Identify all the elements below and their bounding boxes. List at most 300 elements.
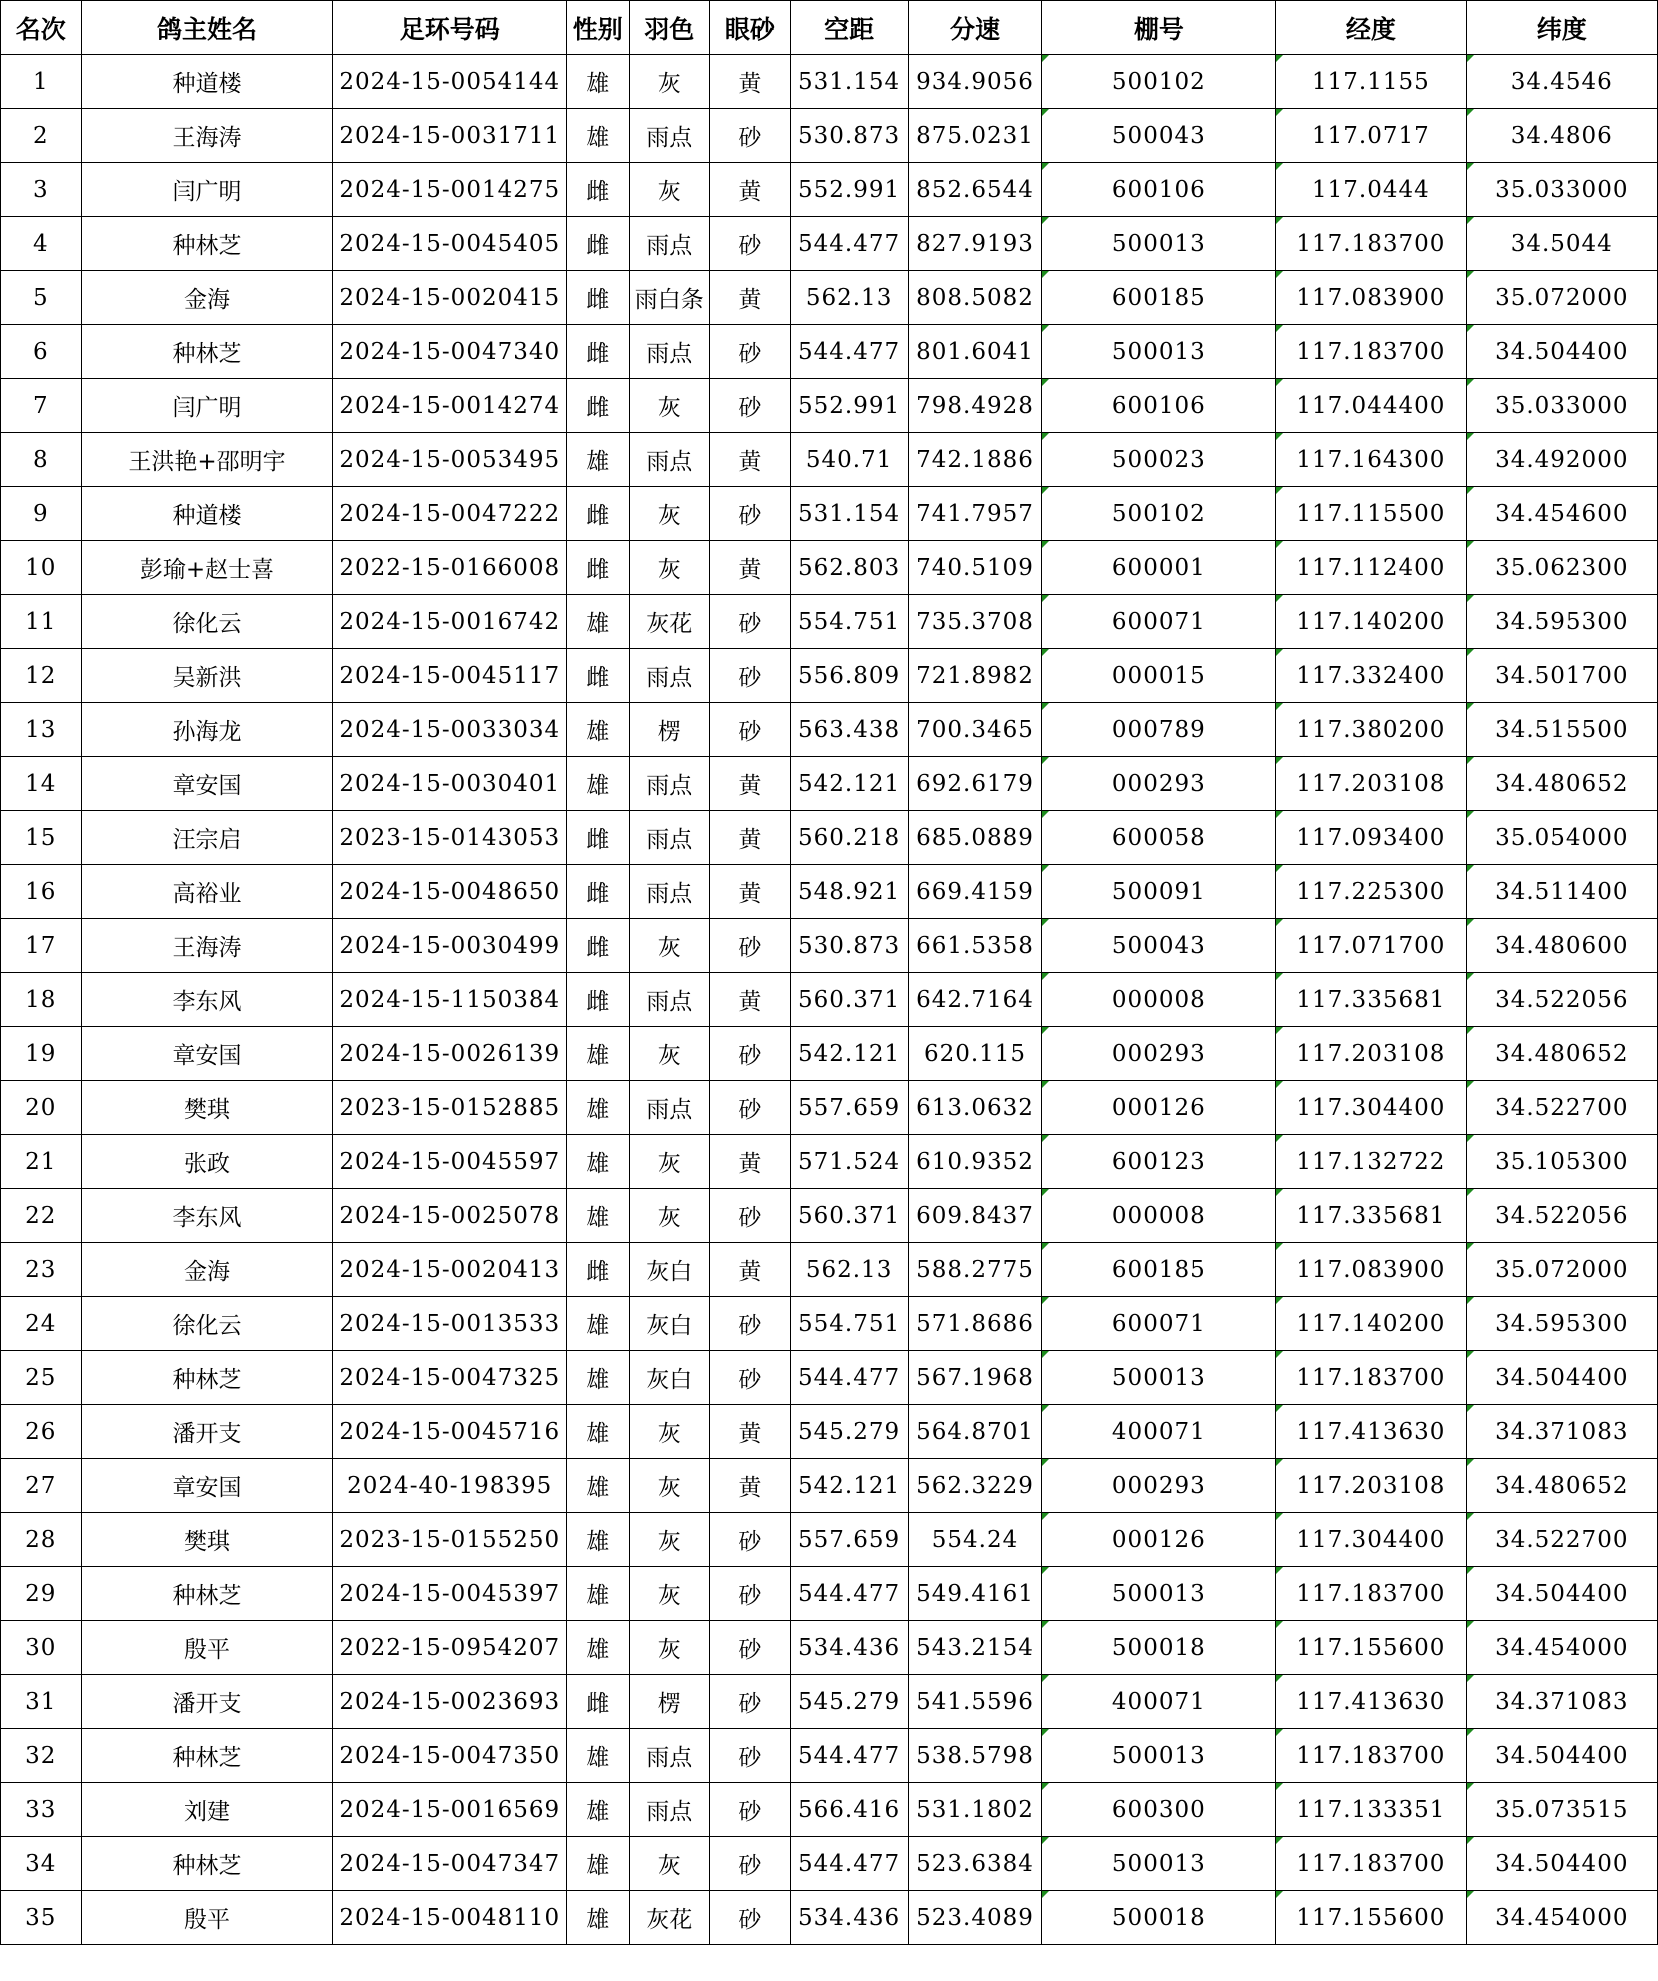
column-header-latitude: 纬度 (1466, 1, 1657, 55)
sex-cell: 雄 (567, 1729, 629, 1783)
eye-sand-cell: 黄 (710, 1135, 791, 1189)
sex-cell: 雌 (567, 649, 629, 703)
rank-cell: 4 (1, 217, 82, 271)
latitude-cell: 34.480652 (1466, 1027, 1657, 1081)
loft-id-cell: 000126 (1042, 1081, 1276, 1135)
eye-sand-cell: 黄 (710, 55, 791, 109)
owner-name-cell: 刘建 (81, 1783, 333, 1837)
rank-cell: 20 (1, 1081, 82, 1135)
plumage-cell: 灰 (629, 379, 710, 433)
owner-name-cell: 种林芝 (81, 325, 333, 379)
sex-cell: 雄 (567, 1351, 629, 1405)
sex-cell: 雄 (567, 1567, 629, 1621)
longitude-cell: 117.1155 (1276, 55, 1466, 109)
sex-cell: 雄 (567, 757, 629, 811)
eye-sand-cell: 黄 (710, 1405, 791, 1459)
speed-cell: 721.8982 (908, 649, 1042, 703)
ring-number-cell: 2022-15-0166008 (333, 541, 567, 595)
eye-sand-cell: 黄 (710, 811, 791, 865)
owner-name-cell: 殷平 (81, 1891, 333, 1945)
sex-cell: 雄 (567, 1891, 629, 1945)
plumage-cell: 灰白 (629, 1351, 710, 1405)
speed-cell: 613.0632 (908, 1081, 1042, 1135)
ring-number-cell: 2024-15-0016742 (333, 595, 567, 649)
eye-sand-cell: 黄 (710, 433, 791, 487)
sex-cell: 雌 (567, 1675, 629, 1729)
latitude-cell: 34.522700 (1466, 1513, 1657, 1567)
table-header (1, 1, 1658, 55)
ring-number-cell: 2024-15-0016569 (333, 1783, 567, 1837)
ring-number-cell: 2023-15-0152885 (333, 1081, 567, 1135)
owner-name-cell: 徐化云 (81, 1297, 333, 1351)
latitude-cell: 34.504400 (1466, 1729, 1657, 1783)
rank-cell: 12 (1, 649, 82, 703)
latitude-cell: 34.5044 (1466, 217, 1657, 271)
longitude-cell: 117.413630 (1276, 1675, 1466, 1729)
longitude-cell: 117.413630 (1276, 1405, 1466, 1459)
rank-cell: 1 (1, 55, 82, 109)
table-row (1, 919, 1658, 973)
loft-id-cell: 000293 (1042, 757, 1276, 811)
owner-name-cell: 高裕业 (81, 865, 333, 919)
speed-cell: 741.7957 (908, 487, 1042, 541)
plumage-cell: 雨点 (629, 811, 710, 865)
distance-cell: 571.524 (790, 1135, 908, 1189)
loft-id-cell: 500018 (1042, 1621, 1276, 1675)
column-header-eye-sand: 眼砂 (710, 1, 791, 55)
longitude-cell: 117.203108 (1276, 757, 1466, 811)
loft-id-cell: 600106 (1042, 163, 1276, 217)
column-header-plumage: 羽色 (629, 1, 710, 55)
distance-cell: 554.751 (790, 595, 908, 649)
plumage-cell: 雨点 (629, 1783, 710, 1837)
owner-name-cell: 种林芝 (81, 1567, 333, 1621)
eye-sand-cell: 砂 (710, 1189, 791, 1243)
speed-cell: 685.0889 (908, 811, 1042, 865)
speed-cell: 562.3229 (908, 1459, 1042, 1513)
sex-cell: 雌 (567, 487, 629, 541)
loft-id-cell: 000008 (1042, 973, 1276, 1027)
owner-name-cell: 樊琪 (81, 1513, 333, 1567)
distance-cell: 552.991 (790, 379, 908, 433)
loft-id-cell: 500013 (1042, 217, 1276, 271)
table-row (1, 217, 1658, 271)
plumage-cell: 雨点 (629, 1081, 710, 1135)
table-row (1, 1189, 1658, 1243)
distance-cell: 566.416 (790, 1783, 908, 1837)
rank-cell: 6 (1, 325, 82, 379)
plumage-cell: 灰花 (629, 1891, 710, 1945)
distance-cell: 562.13 (790, 271, 908, 325)
ring-number-cell: 2024-15-0054144 (333, 55, 567, 109)
table-row (1, 163, 1658, 217)
longitude-cell: 117.380200 (1276, 703, 1466, 757)
latitude-cell: 34.371083 (1466, 1405, 1657, 1459)
longitude-cell: 117.071700 (1276, 919, 1466, 973)
sex-cell: 雄 (567, 1297, 629, 1351)
eye-sand-cell: 黄 (710, 163, 791, 217)
ring-number-cell: 2024-15-0033034 (333, 703, 567, 757)
owner-name-cell: 种林芝 (81, 1729, 333, 1783)
eye-sand-cell: 砂 (710, 595, 791, 649)
distance-cell: 544.477 (790, 1729, 908, 1783)
plumage-cell: 雨点 (629, 325, 710, 379)
plumage-cell: 灰白 (629, 1297, 710, 1351)
rank-cell: 15 (1, 811, 82, 865)
longitude-cell: 117.083900 (1276, 1243, 1466, 1297)
rank-cell: 31 (1, 1675, 82, 1729)
distance-cell: 542.121 (790, 1459, 908, 1513)
speed-cell: 740.5109 (908, 541, 1042, 595)
table-row (1, 487, 1658, 541)
column-header-owner-name: 鸽主姓名 (81, 1, 333, 55)
ring-number-cell: 2022-15-0954207 (333, 1621, 567, 1675)
eye-sand-cell: 砂 (710, 109, 791, 163)
longitude-cell: 117.304400 (1276, 1081, 1466, 1135)
plumage-cell: 雨点 (629, 433, 710, 487)
loft-id-cell: 000015 (1042, 649, 1276, 703)
distance-cell: 544.477 (790, 1837, 908, 1891)
table-row (1, 109, 1658, 163)
table-row (1, 1891, 1658, 1945)
longitude-cell: 117.304400 (1276, 1513, 1466, 1567)
rank-cell: 24 (1, 1297, 82, 1351)
rank-cell: 3 (1, 163, 82, 217)
owner-name-cell: 金海 (81, 1243, 333, 1297)
distance-cell: 552.991 (790, 163, 908, 217)
latitude-cell: 34.454600 (1466, 487, 1657, 541)
ring-number-cell: 2024-15-0045405 (333, 217, 567, 271)
longitude-cell: 117.140200 (1276, 595, 1466, 649)
ring-number-cell: 2024-15-0047350 (333, 1729, 567, 1783)
owner-name-cell: 王洪艳+邵明宇 (81, 433, 333, 487)
latitude-cell: 34.522056 (1466, 1189, 1657, 1243)
latitude-cell: 34.492000 (1466, 433, 1657, 487)
rank-cell: 14 (1, 757, 82, 811)
rank-cell: 17 (1, 919, 82, 973)
owner-name-cell: 闫广明 (81, 379, 333, 433)
owner-name-cell: 潘开支 (81, 1675, 333, 1729)
distance-cell: 542.121 (790, 1027, 908, 1081)
column-header-sex: 性别 (567, 1, 629, 55)
longitude-cell: 117.203108 (1276, 1027, 1466, 1081)
rank-cell: 30 (1, 1621, 82, 1675)
speed-cell: 700.3465 (908, 703, 1042, 757)
eye-sand-cell: 黄 (710, 541, 791, 595)
latitude-cell: 34.522700 (1466, 1081, 1657, 1135)
latitude-cell: 34.504400 (1466, 1351, 1657, 1405)
sex-cell: 雄 (567, 433, 629, 487)
owner-name-cell: 吴新洪 (81, 649, 333, 703)
owner-name-cell: 汪宗启 (81, 811, 333, 865)
owner-name-cell: 潘开支 (81, 1405, 333, 1459)
table-row (1, 703, 1658, 757)
owner-name-cell: 种林芝 (81, 1837, 333, 1891)
speed-cell: 735.3708 (908, 595, 1042, 649)
loft-id-cell: 500018 (1042, 1891, 1276, 1945)
speed-cell: 620.115 (908, 1027, 1042, 1081)
longitude-cell: 117.140200 (1276, 1297, 1466, 1351)
owner-name-cell: 章安国 (81, 757, 333, 811)
rank-cell: 25 (1, 1351, 82, 1405)
ring-number-cell: 2024-15-0047325 (333, 1351, 567, 1405)
longitude-cell: 117.155600 (1276, 1891, 1466, 1945)
speed-cell: 827.9193 (908, 217, 1042, 271)
speed-cell: 801.6041 (908, 325, 1042, 379)
ring-number-cell: 2024-15-0025078 (333, 1189, 567, 1243)
longitude-cell: 117.183700 (1276, 1837, 1466, 1891)
table-row (1, 1513, 1658, 1567)
owner-name-cell: 张政 (81, 1135, 333, 1189)
plumage-cell: 灰 (629, 1027, 710, 1081)
latitude-cell: 34.504400 (1466, 1567, 1657, 1621)
sex-cell: 雌 (567, 217, 629, 271)
sex-cell: 雄 (567, 1837, 629, 1891)
eye-sand-cell: 砂 (710, 217, 791, 271)
rank-cell: 26 (1, 1405, 82, 1459)
sex-cell: 雌 (567, 865, 629, 919)
table-row (1, 1459, 1658, 1513)
latitude-cell: 35.073515 (1466, 1783, 1657, 1837)
latitude-cell: 35.033000 (1466, 379, 1657, 433)
speed-cell: 934.9056 (908, 55, 1042, 109)
table-row (1, 757, 1658, 811)
ring-number-cell: 2024-15-0031711 (333, 109, 567, 163)
speed-cell: 742.1886 (908, 433, 1042, 487)
eye-sand-cell: 砂 (710, 1567, 791, 1621)
sex-cell: 雄 (567, 1405, 629, 1459)
rank-cell: 27 (1, 1459, 82, 1513)
latitude-cell: 34.504400 (1466, 1837, 1657, 1891)
sex-cell: 雄 (567, 1459, 629, 1513)
latitude-cell: 34.454000 (1466, 1621, 1657, 1675)
rank-cell: 7 (1, 379, 82, 433)
rank-cell: 32 (1, 1729, 82, 1783)
ring-number-cell: 2024-15-0048110 (333, 1891, 567, 1945)
speed-cell: 808.5082 (908, 271, 1042, 325)
speed-cell: 571.8686 (908, 1297, 1042, 1351)
rank-cell: 34 (1, 1837, 82, 1891)
column-header-loft-id: 棚号 (1042, 1, 1276, 55)
longitude-cell: 117.183700 (1276, 1567, 1466, 1621)
loft-id-cell: 600001 (1042, 541, 1276, 595)
plumage-cell: 灰 (629, 1513, 710, 1567)
speed-cell: 588.2775 (908, 1243, 1042, 1297)
distance-cell: 534.436 (790, 1621, 908, 1675)
ring-number-cell: 2024-15-0026139 (333, 1027, 567, 1081)
loft-id-cell: 500013 (1042, 1837, 1276, 1891)
sex-cell: 雌 (567, 811, 629, 865)
ring-number-cell: 2024-15-0030499 (333, 919, 567, 973)
eye-sand-cell: 砂 (710, 919, 791, 973)
eye-sand-cell: 黄 (710, 757, 791, 811)
owner-name-cell: 章安国 (81, 1459, 333, 1513)
speed-cell: 610.9352 (908, 1135, 1042, 1189)
rank-cell: 5 (1, 271, 82, 325)
rank-cell: 9 (1, 487, 82, 541)
latitude-cell: 34.480600 (1466, 919, 1657, 973)
rank-cell: 13 (1, 703, 82, 757)
eye-sand-cell: 砂 (710, 1297, 791, 1351)
speed-cell: 852.6544 (908, 163, 1042, 217)
owner-name-cell: 闫广明 (81, 163, 333, 217)
longitude-cell: 117.332400 (1276, 649, 1466, 703)
loft-id-cell: 000789 (1042, 703, 1276, 757)
sex-cell: 雄 (567, 1081, 629, 1135)
plumage-cell: 雨点 (629, 217, 710, 271)
sex-cell: 雄 (567, 595, 629, 649)
distance-cell: 542.121 (790, 757, 908, 811)
loft-id-cell: 500043 (1042, 109, 1276, 163)
owner-name-cell: 彭瑜+赵士喜 (81, 541, 333, 595)
rank-cell: 2 (1, 109, 82, 163)
table-row (1, 1675, 1658, 1729)
sex-cell: 雄 (567, 1621, 629, 1675)
distance-cell: 534.436 (790, 1891, 908, 1945)
sex-cell: 雌 (567, 271, 629, 325)
longitude-cell: 117.183700 (1276, 325, 1466, 379)
latitude-cell: 34.4806 (1466, 109, 1657, 163)
longitude-cell: 117.183700 (1276, 217, 1466, 271)
plumage-cell: 灰 (629, 1837, 710, 1891)
rank-cell: 35 (1, 1891, 82, 1945)
distance-cell: 560.371 (790, 973, 908, 1027)
table-row (1, 1297, 1658, 1351)
table-row (1, 379, 1658, 433)
loft-id-cell: 500013 (1042, 1729, 1276, 1783)
latitude-cell: 35.105300 (1466, 1135, 1657, 1189)
ring-number-cell: 2024-15-0045397 (333, 1567, 567, 1621)
plumage-cell: 灰花 (629, 595, 710, 649)
ring-number-cell: 2024-15-0047222 (333, 487, 567, 541)
table-row (1, 1783, 1658, 1837)
table-row (1, 595, 1658, 649)
longitude-cell: 117.115500 (1276, 487, 1466, 541)
table-row (1, 649, 1658, 703)
loft-id-cell: 500091 (1042, 865, 1276, 919)
rank-cell: 28 (1, 1513, 82, 1567)
latitude-cell: 34.504400 (1466, 325, 1657, 379)
eye-sand-cell: 砂 (710, 1837, 791, 1891)
distance-cell: 530.873 (790, 109, 908, 163)
plumage-cell: 雨点 (629, 757, 710, 811)
longitude-cell: 117.164300 (1276, 433, 1466, 487)
plumage-cell: 灰 (629, 1459, 710, 1513)
latitude-cell: 34.371083 (1466, 1675, 1657, 1729)
rank-cell: 23 (1, 1243, 82, 1297)
table-body (1, 55, 1658, 1945)
distance-cell: 544.477 (790, 1567, 908, 1621)
speed-cell: 875.0231 (908, 109, 1042, 163)
longitude-cell: 117.203108 (1276, 1459, 1466, 1513)
table-row (1, 1405, 1658, 1459)
speed-cell: 798.4928 (908, 379, 1042, 433)
loft-id-cell: 400071 (1042, 1405, 1276, 1459)
rank-cell: 22 (1, 1189, 82, 1243)
column-header-rank: 名次 (1, 1, 82, 55)
longitude-cell: 117.155600 (1276, 1621, 1466, 1675)
plumage-cell: 楞 (629, 703, 710, 757)
eye-sand-cell: 砂 (710, 379, 791, 433)
loft-id-cell: 000126 (1042, 1513, 1276, 1567)
plumage-cell: 雨点 (629, 109, 710, 163)
eye-sand-cell: 砂 (710, 1621, 791, 1675)
distance-cell: 544.477 (790, 1351, 908, 1405)
latitude-cell: 34.595300 (1466, 595, 1657, 649)
ring-number-cell: 2023-15-0155250 (333, 1513, 567, 1567)
loft-id-cell: 500043 (1042, 919, 1276, 973)
eye-sand-cell: 砂 (710, 1783, 791, 1837)
distance-cell: 557.659 (790, 1513, 908, 1567)
loft-id-cell: 000008 (1042, 1189, 1276, 1243)
ring-number-cell: 2024-15-0030401 (333, 757, 567, 811)
eye-sand-cell: 砂 (710, 325, 791, 379)
distance-cell: 531.154 (790, 55, 908, 109)
plumage-cell: 楞 (629, 1675, 710, 1729)
owner-name-cell: 殷平 (81, 1621, 333, 1675)
table-row (1, 1621, 1658, 1675)
latitude-cell: 34.480652 (1466, 1459, 1657, 1513)
plumage-cell: 灰 (629, 163, 710, 217)
owner-name-cell: 李东风 (81, 1189, 333, 1243)
loft-id-cell: 600300 (1042, 1783, 1276, 1837)
speed-cell: 564.8701 (908, 1405, 1042, 1459)
eye-sand-cell: 黄 (710, 973, 791, 1027)
owner-name-cell: 王海涛 (81, 919, 333, 973)
plumage-cell: 灰 (629, 541, 710, 595)
speed-cell: 541.5596 (908, 1675, 1042, 1729)
longitude-cell: 117.112400 (1276, 541, 1466, 595)
latitude-cell: 35.072000 (1466, 1243, 1657, 1297)
speed-cell: 567.1968 (908, 1351, 1042, 1405)
loft-id-cell: 000293 (1042, 1459, 1276, 1513)
longitude-cell: 117.044400 (1276, 379, 1466, 433)
owner-name-cell: 种道楼 (81, 55, 333, 109)
ring-number-cell: 2024-15-0020415 (333, 271, 567, 325)
speed-cell: 531.1802 (908, 1783, 1042, 1837)
rank-cell: 16 (1, 865, 82, 919)
table-row (1, 541, 1658, 595)
longitude-cell: 117.335681 (1276, 1189, 1466, 1243)
rank-cell: 10 (1, 541, 82, 595)
owner-name-cell: 徐化云 (81, 595, 333, 649)
table-row (1, 1837, 1658, 1891)
ring-number-cell: 2024-15-0013533 (333, 1297, 567, 1351)
distance-cell: 557.659 (790, 1081, 908, 1135)
longitude-cell: 117.0717 (1276, 109, 1466, 163)
rank-cell: 8 (1, 433, 82, 487)
rank-cell: 18 (1, 973, 82, 1027)
owner-name-cell: 王海涛 (81, 109, 333, 163)
sex-cell: 雌 (567, 163, 629, 217)
longitude-cell: 117.183700 (1276, 1729, 1466, 1783)
latitude-cell: 35.062300 (1466, 541, 1657, 595)
eye-sand-cell: 砂 (710, 1891, 791, 1945)
plumage-cell: 灰 (629, 487, 710, 541)
longitude-cell: 117.225300 (1276, 865, 1466, 919)
table-row (1, 973, 1658, 1027)
sex-cell: 雄 (567, 1783, 629, 1837)
sex-cell: 雄 (567, 1027, 629, 1081)
plumage-cell: 雨点 (629, 649, 710, 703)
table-row (1, 1135, 1658, 1189)
eye-sand-cell: 砂 (710, 487, 791, 541)
plumage-cell: 灰 (629, 55, 710, 109)
loft-id-cell: 600106 (1042, 379, 1276, 433)
distance-cell: 560.218 (790, 811, 908, 865)
ring-number-cell: 2024-15-0045117 (333, 649, 567, 703)
plumage-cell: 灰 (629, 1567, 710, 1621)
